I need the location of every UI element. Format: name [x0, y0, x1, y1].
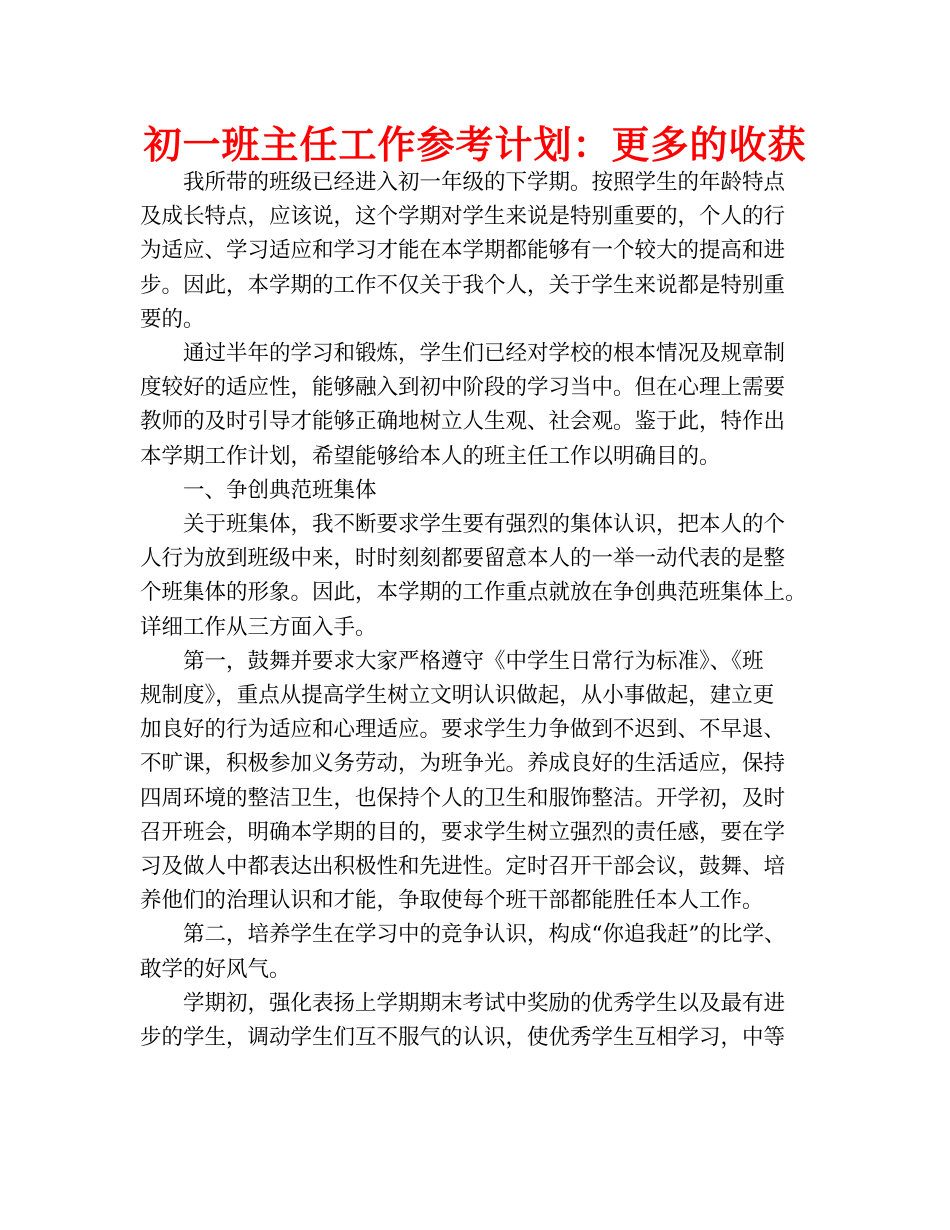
- paragraph-2: [140, 337, 816, 474]
- paragraph-1: [140, 166, 816, 337]
- text-line: 敢学的好风气。: [140, 956, 291, 982]
- text-line: 本学期工作计划，希望能够给本人的班主任工作以明确目的。: [140, 443, 721, 469]
- text-line: 我所带的班级已经进入初一年级的下学期。按照学生的年龄特点: [183, 170, 786, 195]
- text-line: 教师的及时引导才能够正确地树立人生观、社会观。鉴于此，特作出: [140, 409, 786, 435]
- text-line: 详细工作从三方面入手。: [140, 614, 377, 640]
- text-line: 召开班会，明确本学期的目的，要求学生树立强烈的责任感，要在学: [140, 819, 786, 845]
- paragraph-3: [140, 508, 816, 645]
- text-line: 不旷课，积极参加义务劳动，为班争光。养成良好的生活适应，保持: [140, 751, 786, 777]
- text-line: 养他们的治理认识和才能，争取使每个班干部都能胜任本人工作。: [140, 888, 764, 914]
- text-line: 四周环境的整洁卫生，也保持个人的卫生和服饰整洁。开学初，及时: [140, 785, 786, 811]
- text-line: 步的学生，调动学生们互不服气的认识，使优秀学生互相学习，中等: [140, 1025, 786, 1051]
- text-line: 为适应、学习适应和学习才能在本学期都能够有一个较大的提高和进: [140, 238, 786, 264]
- text-line: 度较好的适应性，能够融入到初中阶段的学习当中。但在心理上需要: [140, 375, 786, 401]
- text-line: 规制度》，重点从提高学生树立文明认识做起，从小事做起，建立更: [140, 683, 775, 709]
- document-title: 初一班主任工作参考计划：更多的收获: [143, 123, 807, 167]
- text-line: 要的。: [140, 306, 205, 332]
- text-line: 个班集体的形象。因此，本学期的工作重点就放在争创典范班集体上。: [140, 580, 807, 606]
- section-heading-1: [140, 474, 816, 508]
- text-line: 习及做人中都表达出积极性和先进性。定时召开干部会议，鼓舞、培: [140, 854, 786, 880]
- text-line: 人行为放到班级中来，时时刻刻都要留意本人的一举一动代表的是整: [140, 546, 786, 572]
- text-line: 第二，培养学生在学习中的竞争认识，构成“你追我赶”的比学、: [183, 922, 786, 948]
- text-line: 通过半年的学习和锻炼，学生们已经对学校的根本情况及规章制: [183, 341, 786, 367]
- document-body: [140, 166, 816, 1055]
- paragraph-4: [140, 645, 816, 919]
- text-line: 关于班集体，我不断要求学生要有强烈的集体认识，把本人的个: [183, 512, 786, 538]
- text-line: 第一，鼓舞并要求大家严格遵守《中学生日常行为标准》、《班: [183, 648, 764, 674]
- text-line: 步。因此，本学期的工作不仅关于我个人，关于学生来说都是特别重: [140, 272, 786, 298]
- paragraph-5: [140, 918, 816, 986]
- text-line: 及成长特点，应该说，这个学期对学生来说是特别重要的，个人的行: [140, 204, 786, 230]
- paragraph-6: [140, 987, 816, 1055]
- text-line: 学期初，强化表扬上学期期末考试中奖励的优秀学生以及最有进: [183, 990, 786, 1016]
- text-line: 一、争创典范班集体: [183, 477, 377, 503]
- text-line: 加良好的行为适应和心理适应。要求学生力争做到不迟到、不早退、: [140, 717, 786, 743]
